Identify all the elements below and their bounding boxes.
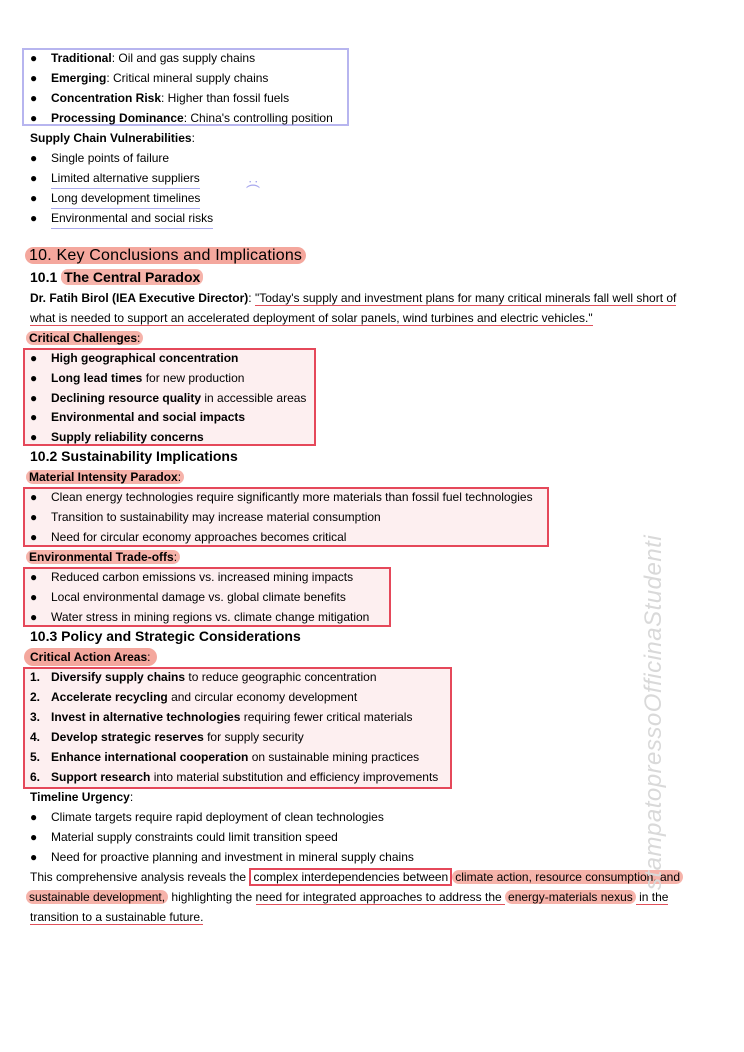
subsection-title: 10.2 Sustainability Implications [30,448,238,464]
list-item: ● Supply reliability concerns [30,430,204,444]
frown-annotation-icon: :( [246,179,263,189]
list-item: ● Processing Dominance: China's controlling position [30,111,333,125]
quote-line: Dr. Fatih Birol (IEA Executive Director): "Today's supply and investment plans for many critical minerals fall well short of [30,291,677,305]
watermark: stampatopressoOfficinaStudenti [640,534,667,890]
list-item: ● Declining resource quality in accessible areas [30,391,307,405]
list-item: ● Environmental and social impacts [30,410,246,424]
list-item: ● Climate targets require rapid deployment of clean technologies [30,810,384,824]
list-item: ● Environmental and social risks [0,208,744,228]
list-item: ● Transition to sustainability may increase material consumption [30,510,381,524]
list-item: ● High geographical concentration [30,351,239,365]
list-item: ● Clean energy technologies require significantly more materials than fossil fuel technologies [30,490,533,504]
action-areas-label: Critical Action Areas: [24,647,157,667]
list-item: ● Emerging: Critical mineral supply chains [30,71,269,85]
material-intensity-label: Material Intensity Paradox: [26,467,184,487]
list-item: ● Need for circular economy approaches becomes critical [30,530,347,544]
list-item: ● Material supply constraints could limit transition speed [30,830,338,844]
environmental-tradeoffs-label: Environmental Trade-offs: [26,547,180,567]
list-item: ● Long development timelines [0,188,744,208]
subsection-title: 10.3 Policy and Strategic Considerations [30,628,301,644]
conclusion-line-1: This comprehensive analysis reveals the complex interdependencies between climate action, resource consumption, and [30,867,683,887]
list-item: ● Single points of failure [30,151,170,165]
numbered-item: 2. Accelerate recycling and circular economy development [30,690,358,704]
list-item: ● Limited alternative suppliers [0,168,744,188]
numbered-item: 3. Invest in alternative technologies requiring fewer critical materials [30,710,413,724]
boxed-phrase: complex interdependencies between [249,868,452,886]
list-item: ● Need for proactive planning and investment in mineral supply chains [30,850,414,864]
numbered-item: 6. Support research into material substitution and efficiency improvements [30,770,439,784]
quote-line: what is needed to support an accelerated deployment of solar panels, wind turbines and electric vehicles." [30,311,593,325]
challenges-label: Critical Challenges: [26,328,143,348]
numbered-item: 5. Enhance international cooperation on sustainable mining practices [30,750,420,764]
numbered-item: 1. Diversify supply chains to reduce geographic concentration [30,670,377,684]
section-title: 10. Key Conclusions and Implications [25,245,306,267]
conclusion-line-2: sustainable development, highlighting the need for integrated approaches to address the energy-materials nexus in the [26,887,668,907]
timeline-label: Timeline Urgency: [30,790,134,804]
list-item: ● Water stress in mining regions vs. climate change mitigation [30,610,370,624]
numbered-item: 4. Develop strategic reserves for supply security [30,730,304,744]
list-item: ● Long lead times for new production [30,371,245,385]
list-item: ● Reduced carbon emissions vs. increased mining impacts [30,570,354,584]
list-item: ● Traditional: Oil and gas supply chains [30,51,256,65]
subsection-title: 10.1 The Central Paradox [30,267,203,287]
conclusion-line-3: transition to a sustainable future. [30,910,204,924]
list-item: ● Concentration Risk: Higher than fossil fuels [30,91,290,105]
list-item: ● Local environmental damage vs. global climate benefits [30,590,346,604]
vulnerabilities-label: Supply Chain Vulnerabilities: [30,131,195,145]
